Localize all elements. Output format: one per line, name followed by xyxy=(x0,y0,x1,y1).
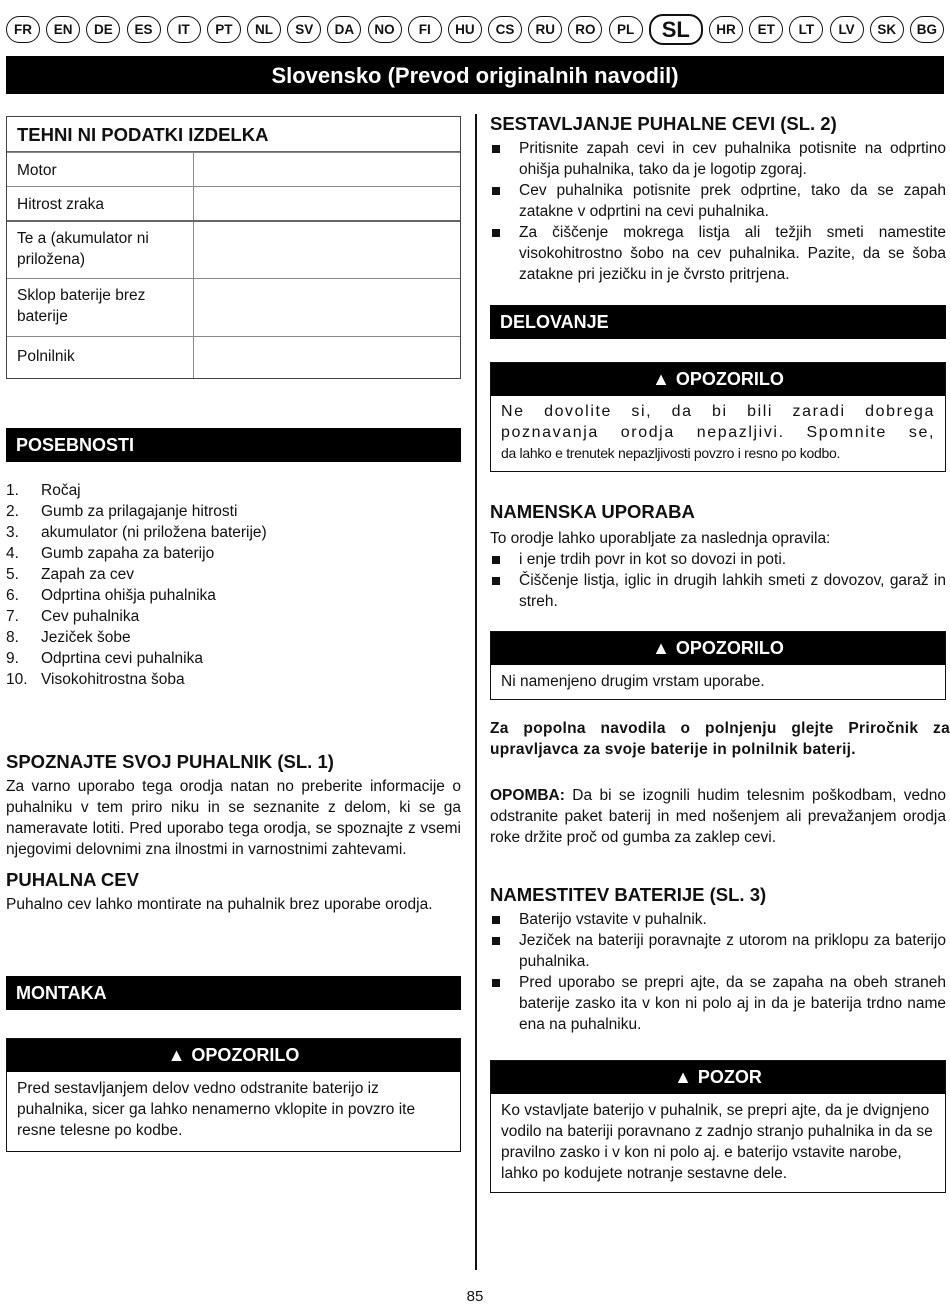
caution-label: POZOR xyxy=(697,1067,762,1087)
warning-box xyxy=(490,362,946,472)
feature-text: Zapah za cev xyxy=(41,566,135,583)
tube-text: Puhalno cev lahko montirate na puhalnik brez uporabe orodja. xyxy=(6,896,433,913)
spec-label: Motor xyxy=(7,153,194,186)
language-tab: LV xyxy=(830,16,864,43)
spec-label: Polnilnik xyxy=(7,337,194,378)
feature-item xyxy=(6,522,461,543)
note-text: Da bi se izognili hudim telesnim poškodbam, vedno odstranite paket baterij in med nošenjem ali prevažanjem orodja roke držite proč od gumba za zaklep cevi. xyxy=(490,787,946,846)
spec-label: Hitrost zraka xyxy=(7,187,194,220)
know-text: Za varno uporabo tega orodja natan no preberite informacije o puhalniku v tem priro niku in se seznanite z delom, ki se ga nameravate lotiti. Pred uporabo tega orodja, se spoznajte z vsemi njegovimi delovnimi zna ilnostmi in varnostnimi zahtevami. xyxy=(6,778,461,858)
bullet-text: Baterijo vstavite v puhalnik. xyxy=(519,911,707,928)
warning-label: OPOZORILO xyxy=(675,638,784,658)
language-tab: SL xyxy=(649,14,703,45)
feature-text: Gumb za prilagajanje hitrosti xyxy=(41,503,238,520)
spec-row xyxy=(7,152,460,186)
feature-text: Odprtina cevi puhalnika xyxy=(41,650,203,667)
warning-text-cont: da lahko e trenutek nepazljivosti povzro i resno po kodbo. xyxy=(501,445,841,461)
language-tab: FI xyxy=(408,16,442,43)
language-tab: IT xyxy=(167,16,201,43)
caution-text: Ko vstavljate baterijo v puhalnik, se prepri ajte, da je dvignjeno vodilo na bateriji poravnano z zadnjo stranjo puhalnika in da se pravilno zasko i v kon ni polo aj. e baterijo vstavite narobe, lahko po kodujete notranje sestavne dele. xyxy=(501,1102,933,1182)
feature-text: Odprtina ohišja puhalnika xyxy=(41,587,216,604)
feature-item xyxy=(6,564,461,585)
intended-intro: To orodje lahko uporabljate za naslednja opravila: xyxy=(490,530,831,547)
language-tab: RO xyxy=(568,16,602,43)
language-tab: CS xyxy=(488,16,522,43)
feature-number: 4. xyxy=(6,545,19,562)
bullet-item xyxy=(490,549,946,570)
bullet-text: Pred uporabo se prepri ajte, da se zapaha na obeh straneh baterije zasko ita v kon ni polo aj in da je baterija trdno name ena na puhalniku. xyxy=(519,974,946,1033)
battery-note xyxy=(490,718,950,760)
feature-item xyxy=(6,648,461,669)
bullet-text: Za čiščenje mokrega listja ali težjih smeti namestite visokohitrostno šobo na cev puhalnika. Pazite, da se šoba zatakne pri jezičku in je čvrsto pritrjena. xyxy=(519,224,946,283)
feature-number: 1. xyxy=(6,482,19,499)
bullet-item xyxy=(490,930,946,972)
feature-text: akumulator (ni priložena baterije) xyxy=(41,524,267,541)
intended-section xyxy=(490,500,946,612)
language-tab: SV xyxy=(287,16,321,43)
feature-number: 2. xyxy=(6,503,19,520)
feature-item xyxy=(6,669,461,690)
language-tab: EN xyxy=(46,16,80,43)
language-tab: DA xyxy=(327,16,361,43)
know-section xyxy=(6,750,461,915)
feature-number: 8. xyxy=(6,629,19,646)
spec-row xyxy=(7,186,460,220)
caution-box xyxy=(490,1060,946,1193)
bullet-text: Cev puhalnika potisnite prek odprtine, tako da se zapah zatakne v odprtini na cevi puhalnika. xyxy=(519,182,946,220)
language-tab: NL xyxy=(247,16,281,43)
spec-label: Te a (akumulator ni priložena) xyxy=(7,222,194,278)
intended-title: NAMENSKA UPORABA xyxy=(490,501,695,522)
spec-label: Sklop baterije brez baterije xyxy=(7,279,194,336)
bullet-square-icon xyxy=(490,909,519,930)
battery-note-text: Za popolna navodila o polnjenju glejte Priročnik za upravljavca za svoje baterije in polnilnik baterij. xyxy=(490,720,950,758)
language-tab: HR xyxy=(709,16,743,43)
warning-box xyxy=(490,631,946,700)
assemble-tube-title: SESTAVLJANJE PUHALNE CEVI (SL. 2) xyxy=(490,113,837,134)
bullet-square-icon xyxy=(490,138,519,180)
specs-title: TEHNI NI PODATKI IZDELKA xyxy=(7,117,460,152)
feature-number: 7. xyxy=(6,608,19,625)
feature-number: 5. xyxy=(6,566,19,583)
feature-number: 3. xyxy=(6,524,19,541)
bullet-text: Pritisnite zapah cevi in cev puhalnika potisnite na odprtino ohišja puhalnika, tako da je logotip zgoraj. xyxy=(519,140,946,178)
specs-table xyxy=(6,116,461,379)
warning-text: Ni namenjeno drugim vrstam uporabe. xyxy=(501,673,765,690)
spec-row xyxy=(7,278,460,336)
bullet-text: i enje trdih povr in kot so dovozi in poti. xyxy=(519,551,787,568)
know-title: SPOZNAJTE SVOJ PUHALNIK (SL. 1) xyxy=(6,751,334,772)
feature-item xyxy=(6,480,461,501)
tube-title: PUHALNA CEV xyxy=(6,869,139,890)
feature-text: Visokohitrostna šoba xyxy=(41,671,185,688)
bullet-text: Jeziček na bateriji poravnajte z utorom na priklopu za baterijo puhalnika. xyxy=(519,932,946,970)
feature-text: Gumb zapaha za baterijo xyxy=(41,545,215,562)
page-number: 85 xyxy=(466,1288,484,1305)
language-tab: DE xyxy=(86,16,120,43)
install-title: NAMESTITEV BATERIJE (SL. 3) xyxy=(490,884,767,905)
bullet-square-icon xyxy=(490,930,519,972)
warning-triangle-icon: ▲ xyxy=(652,369,670,389)
bullet-item xyxy=(490,180,946,222)
feature-text: Ročaj xyxy=(41,482,81,499)
language-tab: PL xyxy=(609,16,643,43)
warning-text: Pred sestavljanjem delov vedno odstranite baterijo iz puhalnika, sicer ga lahko nenamerno vklopite in povzro ite resne telesne po kodbe. xyxy=(17,1080,416,1139)
language-tab: SK xyxy=(870,16,904,43)
install-section xyxy=(490,883,946,1035)
language-tab: PT xyxy=(207,16,241,43)
column-divider xyxy=(475,114,477,1270)
language-tab: HU xyxy=(448,16,482,43)
bullet-item xyxy=(490,222,946,285)
page-title: Slovensko (Prevod originalnih navodil) xyxy=(6,56,944,94)
spec-row xyxy=(7,220,460,278)
language-bar xyxy=(6,14,944,44)
warning-text: Ne dovolite si, da bi bili zaradi dobrega poznavanja orodja nepazljivi. Spomnite se, xyxy=(501,403,935,441)
bullet-square-icon xyxy=(490,180,519,222)
language-tab: ET xyxy=(749,16,783,43)
features-list xyxy=(6,480,461,690)
bullet-item xyxy=(490,909,946,930)
feature-item xyxy=(6,627,461,648)
warning-label: OPOZORILO xyxy=(675,369,784,389)
warning-label: OPOZORILO xyxy=(191,1045,300,1065)
note-section xyxy=(490,785,946,848)
bullet-square-icon xyxy=(490,222,519,285)
feature-number: 9. xyxy=(6,650,19,667)
feature-number: 6. xyxy=(6,587,19,604)
bullet-square-icon xyxy=(490,972,519,1035)
bullet-text: Čiščenje listja, iglic in drugih lahkih smeti z dovozov, garaž in streh. xyxy=(519,572,946,610)
feature-text: Cev puhalnika xyxy=(41,608,140,625)
warning-triangle-icon: ▲ xyxy=(652,638,670,658)
feature-item xyxy=(6,585,461,606)
feature-item xyxy=(6,543,461,564)
bullet-item xyxy=(490,972,946,1035)
feature-text: Jeziček šobe xyxy=(41,629,131,646)
language-tab: NO xyxy=(368,16,402,43)
bullet-square-icon xyxy=(490,549,519,570)
warning-triangle-icon: ▲ xyxy=(674,1067,692,1087)
warning-triangle-icon: ▲ xyxy=(167,1045,186,1065)
language-tab: LT xyxy=(789,16,823,43)
features-header: POSEBNOSTI xyxy=(6,428,461,462)
operation-header: DELOVANJE xyxy=(490,305,946,339)
bullet-item xyxy=(490,570,946,612)
bullet-square-icon xyxy=(490,570,519,612)
bullet-item xyxy=(490,138,946,180)
note-label: OPOMBA: xyxy=(490,787,565,804)
assembly-header: MONTAKA xyxy=(6,976,461,1010)
language-tab: BG xyxy=(910,16,944,43)
feature-number: 10. xyxy=(6,671,28,688)
feature-item xyxy=(6,501,461,522)
spec-row xyxy=(7,336,460,378)
assemble-tube-section xyxy=(490,112,946,285)
warning-box xyxy=(6,1038,461,1152)
language-tab: RU xyxy=(528,16,562,43)
language-tab: ES xyxy=(127,16,161,43)
language-tab: FR xyxy=(6,16,40,43)
feature-item xyxy=(6,606,461,627)
